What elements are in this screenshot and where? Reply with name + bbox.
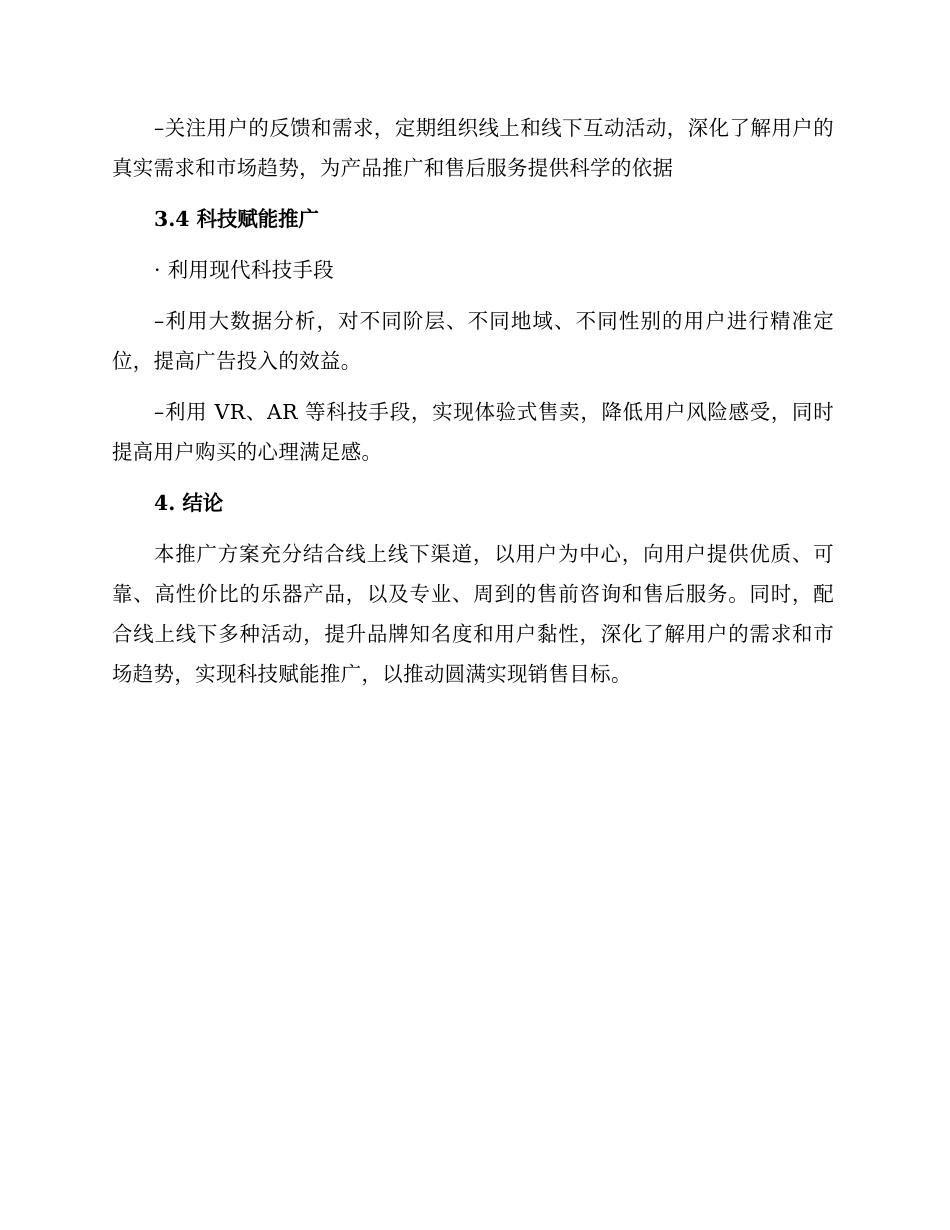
section-heading-3-4: 3.4 科技赋能推广: [154, 207, 319, 231]
paragraph-user-feedback: –关注用户的反馈和需求，定期组织线上和线下互动活动，深化了解用户的真实需求和市场趋势，为产品推广和售后服务提供科学的依据: [112, 116, 834, 180]
paragraph-big-data: –利用大数据分析，对不同阶层、不同地域、不同性别的用户进行精准定位，提高广告投入的效益。: [112, 309, 834, 373]
document-body: [112, 108, 834, 694]
bullet-tech-means: · 利用现代科技手段: [154, 258, 335, 282]
paragraph-vr-ar: –利用 VR、AR 等科技手段，实现体验式售卖，降低用户风险感受，同时提高用户购买的心理满足感。: [112, 400, 834, 464]
paragraph-conclusion: 本推广方案充分结合线上线下渠道，以用户为中心，向用户提供优质、可靠、高性价比的乐器产品，以及专业、周到的售前咨询和售后服务。同时，配合线上线下多种活动，提升品牌知名度和用户黏性，深化了解用户的需求和市场趋势，实现科技赋能推广，以推动圆满实现销售目标。: [112, 542, 834, 686]
section-heading-4: 4. 结论: [154, 491, 224, 515]
